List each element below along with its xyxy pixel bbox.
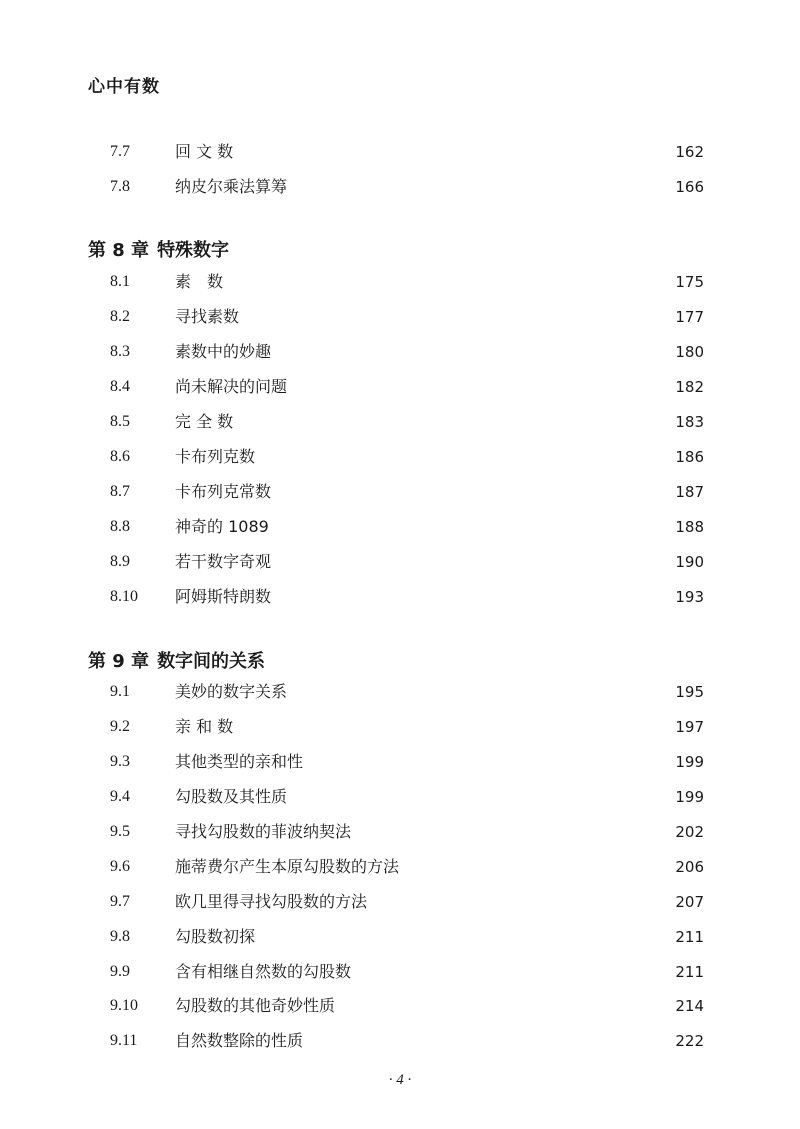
running-head: 心中有数 <box>88 77 160 97</box>
entry-title: 神奇的 1089 <box>175 517 269 536</box>
toc-entry <box>0 175 800 199</box>
entry-number: 9.7 <box>110 893 130 910</box>
entry-number: 8.8 <box>110 518 130 535</box>
toc-entry <box>0 585 800 609</box>
toc-entry <box>0 785 800 809</box>
toc-entry <box>0 515 800 539</box>
entry-number: 9.5 <box>110 823 130 840</box>
toc-entry <box>0 270 800 294</box>
entry-number: 7.7 <box>110 143 130 160</box>
toc-entry <box>0 750 800 774</box>
toc-entry <box>0 855 800 879</box>
entry-title: 卡布列克数 <box>175 447 256 466</box>
chapter-label: 第 8 章 <box>88 240 150 261</box>
entry-number: 8.2 <box>110 308 130 325</box>
entry-page: 202 <box>675 823 704 841</box>
entry-page: 175 <box>675 273 704 291</box>
entry-number: 8.3 <box>110 343 130 360</box>
toc-entry <box>0 925 800 949</box>
entry-page: 207 <box>675 893 704 911</box>
entry-number: 8.9 <box>110 553 130 570</box>
chapter-heading <box>88 647 265 673</box>
toc-entry <box>0 1029 800 1053</box>
entry-page: 180 <box>675 343 704 361</box>
entry-title: 自然数整除的性质 <box>175 1031 304 1050</box>
toc-entry <box>0 550 800 574</box>
entry-title: 阿姆斯特朗数 <box>175 587 272 606</box>
entry-page: 195 <box>675 683 704 701</box>
entry-title: 施蒂费尔产生本原勾股数的方法 <box>175 857 400 876</box>
entry-page: 190 <box>675 553 704 571</box>
entry-number: 8.5 <box>110 413 130 430</box>
entry-page: 177 <box>675 308 704 326</box>
chapter-heading <box>88 236 229 262</box>
toc-entry <box>0 305 800 329</box>
entry-page: 188 <box>675 518 704 536</box>
entry-page: 162 <box>675 143 704 161</box>
entry-title: 纳皮尔乘法算筹 <box>175 177 288 196</box>
entry-title: 素数中的妙趣 <box>175 342 272 361</box>
toc-entry <box>0 715 800 739</box>
entry-number: 9.10 <box>110 997 138 1014</box>
entry-number: 8.4 <box>110 378 130 395</box>
entry-number: 9.6 <box>110 858 130 875</box>
entry-title: 勾股数的其他奇妙性质 <box>175 996 336 1015</box>
entry-number: 9.2 <box>110 718 130 735</box>
entry-page: 199 <box>675 788 704 806</box>
entry-page: 211 <box>675 963 704 981</box>
entry-title: 完 全 数 <box>175 412 234 431</box>
entry-page: 197 <box>675 718 704 736</box>
entry-page: 166 <box>675 178 704 196</box>
entry-number: 9.9 <box>110 963 130 980</box>
entry-title: 勾股数初探 <box>175 927 256 946</box>
entry-number: 9.8 <box>110 928 130 945</box>
toc-entry <box>0 140 800 164</box>
entry-title: 亲 和 数 <box>175 717 234 736</box>
toc-entry <box>0 410 800 434</box>
toc-entry <box>0 680 800 704</box>
entry-page: 214 <box>675 997 704 1015</box>
entry-number: 9.1 <box>110 683 130 700</box>
entry-title: 欧几里得寻找勾股数的方法 <box>175 892 368 911</box>
toc-entry <box>0 960 800 984</box>
entry-title: 回 文 数 <box>175 142 234 161</box>
entry-page: 199 <box>675 753 704 771</box>
entry-page: 187 <box>675 483 704 501</box>
entry-title: 卡布列克常数 <box>175 482 272 501</box>
entry-number: 9.11 <box>110 1032 138 1049</box>
chapter-title: 数字间的关系 <box>157 651 266 672</box>
entry-number: 8.10 <box>110 588 138 605</box>
entry-page: 182 <box>675 378 704 396</box>
entry-number: 8.1 <box>110 273 130 290</box>
entry-number: 7.8 <box>110 178 130 195</box>
entry-page: 183 <box>675 413 704 431</box>
page-number: · 4 · <box>388 1072 412 1088</box>
entry-title: 美妙的数字关系 <box>175 682 288 701</box>
entry-page: 206 <box>675 858 704 876</box>
chapter-title: 特殊数字 <box>157 240 230 261</box>
chapter-label: 第 9 章 <box>88 651 150 672</box>
entry-title: 其他类型的亲和性 <box>175 752 304 771</box>
entry-number: 9.3 <box>110 753 130 770</box>
entry-title: 勾股数及其性质 <box>175 787 288 806</box>
toc-entry <box>0 375 800 399</box>
entry-title: 尚未解决的问题 <box>175 377 288 396</box>
entry-title: 素 数 <box>175 272 224 291</box>
entry-title: 含有相继自然数的勾股数 <box>175 962 352 981</box>
entry-number: 8.7 <box>110 483 130 500</box>
entry-page: 193 <box>675 588 704 606</box>
toc-entry <box>0 820 800 844</box>
entry-title: 寻找素数 <box>175 307 240 326</box>
toc-entry <box>0 480 800 504</box>
toc-entry <box>0 445 800 469</box>
toc-entry <box>0 994 800 1018</box>
entry-number: 9.4 <box>110 788 130 805</box>
entry-title: 若干数字奇观 <box>175 552 272 571</box>
entry-title: 寻找勾股数的菲波纳契法 <box>175 822 352 841</box>
entry-page: 211 <box>675 928 704 946</box>
toc-entry <box>0 890 800 914</box>
toc-entry <box>0 340 800 364</box>
entry-page: 222 <box>675 1032 704 1050</box>
entry-page: 186 <box>675 448 704 466</box>
entry-number: 8.6 <box>110 448 130 465</box>
